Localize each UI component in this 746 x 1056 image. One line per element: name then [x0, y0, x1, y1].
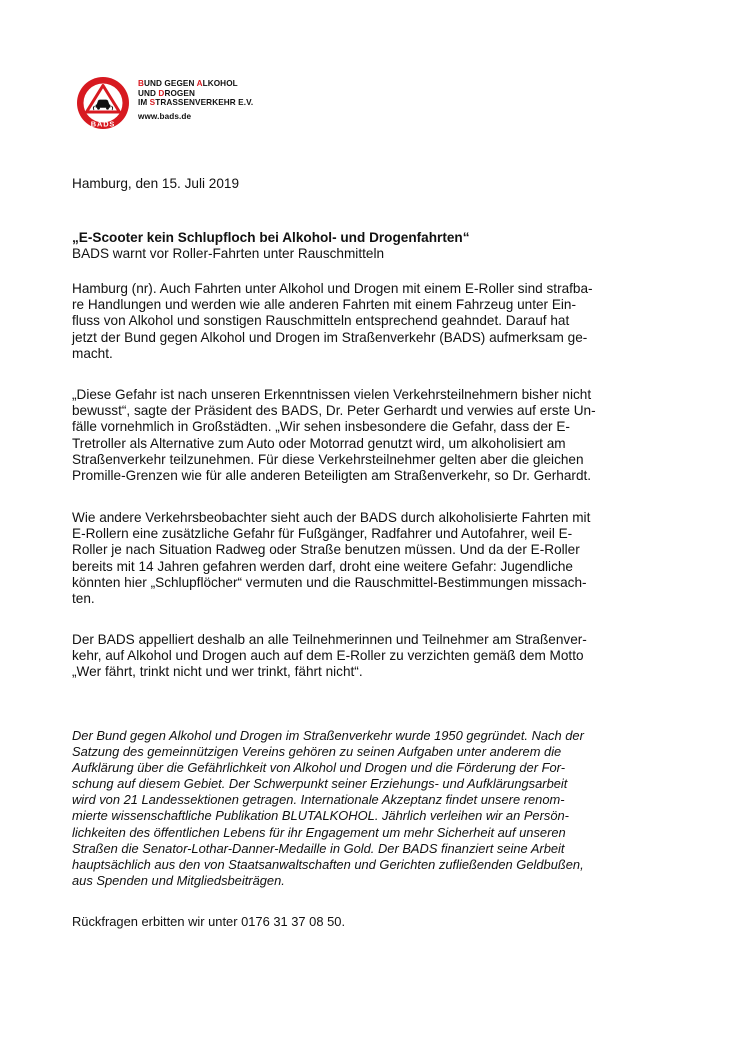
organization-name [138, 79, 253, 121]
date-line: Hamburg, den 15. Juli 2019 [72, 176, 240, 191]
org-line-1: BUND GEGEN ALKOHOL [138, 79, 238, 88]
headline: „E-Scooter kein Schlupfloch bei Alkohol- und Drogenfahrten“ [72, 230, 470, 245]
about-organization: Der Bund gegen Alkohol und Drogen im Straßenverkehr wurde 1950 gegründet. Nach der Satzung des gemeinnützigen Vereins gehören zu seinen Aufgaben unter anderem die Aufklärung über die Gefährlichkeit von Alkohol und Drogen und die Förderung der For- schung auf diesem Gebiet. Der Schwerpunkt seiner Erziehungs- und Aufklärungsarbeit wird von 21 Landessektionen getragen. Internationale Akzeptanz findet unsere renom- mierte wissenschaftliche Publikation BLUTALKOHOL. Jährlich verleihen wir an Persön- lichkeiten des öffentlichen Lebens für ihr Engagement um mehr Sicherheit auf unseren Straßen die Senator-Lothar-Danner-Medaille in Gold. Der BADS finanziert seine Arbeit hauptsächlich aus den von Staatsanwaltschaften und Gerichten zufließenden Geldbußen, aus Spenden und Mitgliedsbeiträgen. [72, 728, 584, 888]
org-line-2: UND DROGEN [138, 88, 195, 98]
paragraph-3: Wie andere Verkehrsbeobachter sieht auch der BADS durch alkoholisierte Fahrten mit E-Rollern eine zusätzliche Gefahr für Fußgänger, Radfahrer und Autofahrer, weil E- Roller je nach Situation Radweg oder Straße benutzen müssen. Und da der E-Roller bereits mit 14 Jahren gefahren werden darf, droht eine weitere Gefahr: Jugendliche könnten hier „Schlupflöcher“ vermuten und die Rauschmittel-Bestimmungen missach- ten. [72, 510, 591, 607]
logo-text: BADS [90, 119, 116, 129]
org-line-3: IM STRASSENVERKEHR E.V. [138, 98, 254, 108]
contact-line: Rückfragen erbitten wir unter 0176 31 37 08 50. [72, 914, 346, 929]
paragraph-4: Der BADS appelliert deshalb an alle Teilnehmerinnen und Teilnehmer am Straßenver- kehr, auf Alkohol und Drogen auch auf dem E-Roller zu verzichten gemäß dem Motto „Wer fährt, trinkt nicht und wer trinkt, fährt nicht“. [72, 632, 587, 680]
website-link[interactable]: www.bads.de [138, 111, 192, 121]
paragraph-2: „Diese Gefahr ist nach unseren Erkenntnissen vielen Verkehrsteilnehmern bisher nicht bewusst“, sagte der Präsident des BADS, Dr. Peter Gerhardt und verwies auf erste Un- fälle vornehmlich in Großstädten. „Wir sehen insbesondere die Gefahr, dass der E- Tretroller als Alternative zum Auto oder Motorrad genutzt wird, um alkoholisiert am Straßenverkehr teilzunehmen. Für diese Verkehrsteilnehmer gelten aber die gleichen Promille-Grenzen wie für alle anderen Beteiligten am Straßenverkehr, so Dr. Gerhardt. [72, 387, 596, 484]
paragraph-1: Hamburg (nr). Auch Fahrten unter Alkohol und Drogen mit einem E-Roller sind strafba- re Handlungen und werden wie alle anderen Fahrten mit einem Fahrzeug unter Ein- fluss von Alkohol und sonstigen Rauschmitteln entsprechend geahndet. Darauf hat jetzt der Bund gegen Alkohol und Drogen im Straßenverkehr (BADS) aufmerksam ge- macht. [72, 281, 593, 361]
subheadline: BADS warnt vor Roller-Fahrten unter Rauschmitteln [72, 246, 385, 261]
bads-logo [75, 75, 131, 131]
